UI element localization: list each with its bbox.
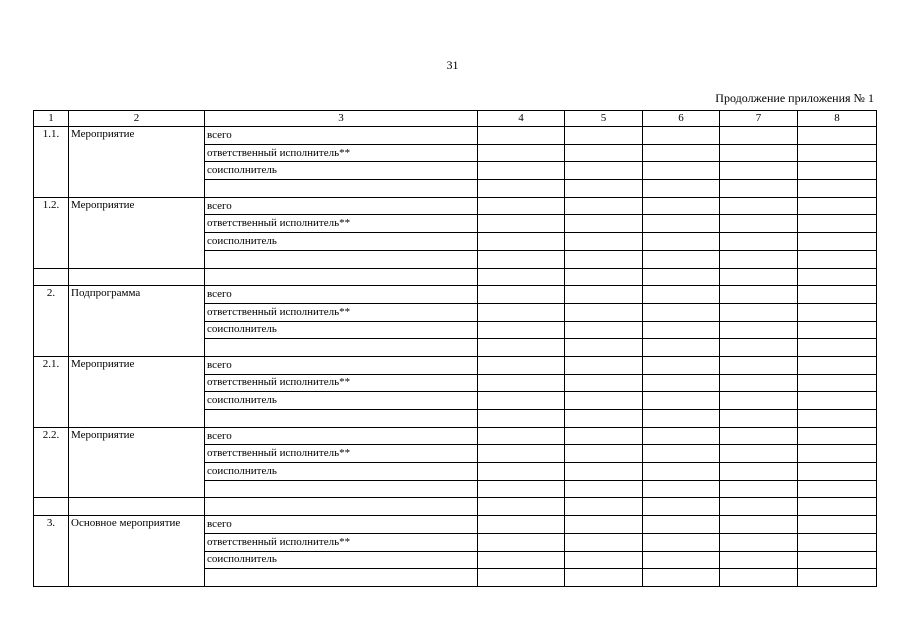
table-row (34, 498, 877, 516)
value-cell-col-4 (478, 427, 565, 445)
value-cell-col-4 (478, 392, 565, 410)
value-cell-col-8 (798, 215, 877, 233)
role-cell: всего (205, 516, 478, 534)
role-cell: соисполнитель (205, 162, 478, 180)
value-cell-col-7 (720, 215, 798, 233)
column-header-8: 8 (798, 111, 877, 127)
value-cell-col-6 (643, 303, 720, 321)
value-cell-col-7 (720, 197, 798, 215)
value-cell-col-4 (478, 286, 565, 304)
value-cell-col-6 (643, 286, 720, 304)
value-cell-col-7 (720, 286, 798, 304)
page-number: 31 (446, 58, 459, 72)
value-cell-col-6 (643, 516, 720, 534)
value-cell-col-7 (720, 127, 798, 145)
header-row (34, 111, 877, 127)
section-name: Мероприятие (69, 427, 205, 498)
value-cell-col-4 (478, 321, 565, 339)
role-cell: всего (205, 197, 478, 215)
role-cell: ответственный исполнитель** (205, 303, 478, 321)
value-cell-col-4 (478, 250, 565, 268)
value-cell-col-4 (478, 463, 565, 481)
role-cell (205, 498, 478, 516)
value-cell-col-6 (643, 233, 720, 251)
value-cell-col-6 (643, 392, 720, 410)
value-cell-col-5 (565, 286, 643, 304)
column-header-3: 3 (205, 111, 478, 127)
value-cell-col-8 (798, 533, 877, 551)
value-cell-col-8 (798, 516, 877, 534)
table-row (34, 516, 877, 534)
value-cell-col-8 (798, 551, 877, 569)
value-cell-col-5 (565, 480, 643, 498)
value-cell-col-6 (643, 498, 720, 516)
section-number: 2. (34, 286, 69, 357)
table-row (34, 427, 877, 445)
value-cell-col-6 (643, 427, 720, 445)
table-row (34, 356, 877, 374)
value-cell-col-5 (565, 356, 643, 374)
role-cell (205, 569, 478, 587)
value-cell-col-4 (478, 498, 565, 516)
section-number: 1.1. (34, 127, 69, 198)
value-cell-col-5 (565, 551, 643, 569)
role-cell: соисполнитель (205, 463, 478, 481)
value-cell-col-6 (643, 410, 720, 428)
value-cell-col-6 (643, 356, 720, 374)
role-cell: ответственный исполнитель** (205, 144, 478, 162)
role-cell (205, 410, 478, 428)
value-cell-col-8 (798, 250, 877, 268)
table-row (34, 127, 877, 145)
value-cell-col-8 (798, 356, 877, 374)
value-cell-col-8 (798, 162, 877, 180)
value-cell-col-7 (720, 144, 798, 162)
value-cell-col-7 (720, 268, 798, 286)
value-cell-col-7 (720, 480, 798, 498)
value-cell-col-8 (798, 410, 877, 428)
value-cell-col-5 (565, 180, 643, 198)
value-cell-col-5 (565, 268, 643, 286)
section-name (69, 498, 205, 516)
value-cell-col-7 (720, 463, 798, 481)
section-name: Мероприятие (69, 197, 205, 268)
column-header-4: 4 (478, 111, 565, 127)
value-cell-col-7 (720, 162, 798, 180)
table-row (34, 197, 877, 215)
value-cell-col-4 (478, 516, 565, 534)
value-cell-col-4 (478, 303, 565, 321)
value-cell-col-5 (565, 392, 643, 410)
role-cell: соисполнитель (205, 233, 478, 251)
value-cell-col-8 (798, 197, 877, 215)
value-cell-col-4 (478, 356, 565, 374)
value-cell-col-7 (720, 250, 798, 268)
value-cell-col-5 (565, 127, 643, 145)
value-cell-col-6 (643, 463, 720, 481)
value-cell-col-5 (565, 215, 643, 233)
role-cell: ответственный исполнитель** (205, 533, 478, 551)
section-name: Мероприятие (69, 127, 205, 198)
role-cell (205, 250, 478, 268)
value-cell-col-4 (478, 445, 565, 463)
value-cell-col-7 (720, 445, 798, 463)
role-cell: ответственный исполнитель** (205, 374, 478, 392)
value-cell-col-4 (478, 268, 565, 286)
column-header-1: 1 (34, 111, 69, 127)
value-cell-col-8 (798, 286, 877, 304)
value-cell-col-5 (565, 516, 643, 534)
value-cell-col-7 (720, 516, 798, 534)
value-cell-col-5 (565, 463, 643, 481)
table-row (34, 268, 877, 286)
value-cell-col-4 (478, 215, 565, 233)
value-cell-col-5 (565, 162, 643, 180)
role-cell: всего (205, 286, 478, 304)
role-cell: ответственный исполнитель** (205, 215, 478, 233)
value-cell-col-8 (798, 127, 877, 145)
section-number: 2.2. (34, 427, 69, 498)
value-cell-col-5 (565, 303, 643, 321)
value-cell-col-6 (643, 144, 720, 162)
role-cell: всего (205, 427, 478, 445)
value-cell-col-4 (478, 374, 565, 392)
section-number (34, 268, 69, 286)
value-cell-col-6 (643, 533, 720, 551)
value-cell-col-4 (478, 569, 565, 587)
value-cell-col-6 (643, 197, 720, 215)
value-cell-col-8 (798, 480, 877, 498)
role-cell (205, 339, 478, 357)
value-cell-col-7 (720, 356, 798, 374)
section-number: 2.1. (34, 356, 69, 427)
value-cell-col-7 (720, 339, 798, 357)
role-cell: соисполнитель (205, 551, 478, 569)
value-cell-col-5 (565, 569, 643, 587)
value-cell-col-5 (565, 144, 643, 162)
table-body (34, 127, 877, 587)
value-cell-col-4 (478, 127, 565, 145)
table-row (34, 286, 877, 304)
value-cell-col-6 (643, 162, 720, 180)
value-cell-col-7 (720, 392, 798, 410)
section-number: 3. (34, 516, 69, 587)
value-cell-col-7 (720, 569, 798, 587)
value-cell-col-4 (478, 162, 565, 180)
value-cell-col-4 (478, 480, 565, 498)
section-name: Мероприятие (69, 356, 205, 427)
value-cell-col-7 (720, 233, 798, 251)
role-cell: соисполнитель (205, 321, 478, 339)
value-cell-col-6 (643, 127, 720, 145)
value-cell-col-8 (798, 339, 877, 357)
continuation-label: Продолжение приложения № 1 (715, 91, 874, 105)
value-cell-col-8 (798, 268, 877, 286)
section-number (34, 498, 69, 516)
value-cell-col-6 (643, 180, 720, 198)
value-cell-col-4 (478, 144, 565, 162)
value-cell-col-5 (565, 197, 643, 215)
value-cell-col-6 (643, 215, 720, 233)
section-name: Подпрограмма (69, 286, 205, 357)
value-cell-col-6 (643, 445, 720, 463)
value-cell-col-5 (565, 374, 643, 392)
role-cell (205, 180, 478, 198)
value-cell-col-4 (478, 180, 565, 198)
value-cell-col-5 (565, 498, 643, 516)
value-cell-col-8 (798, 445, 877, 463)
value-cell-col-4 (478, 533, 565, 551)
value-cell-col-6 (643, 268, 720, 286)
value-cell-col-7 (720, 533, 798, 551)
role-cell (205, 268, 478, 286)
value-cell-col-7 (720, 321, 798, 339)
role-cell: соисполнитель (205, 392, 478, 410)
value-cell-col-8 (798, 303, 877, 321)
value-cell-col-4 (478, 339, 565, 357)
value-cell-col-8 (798, 427, 877, 445)
value-cell-col-6 (643, 374, 720, 392)
value-cell-col-6 (643, 339, 720, 357)
value-cell-col-6 (643, 250, 720, 268)
value-cell-col-5 (565, 233, 643, 251)
value-cell-col-6 (643, 569, 720, 587)
value-cell-col-6 (643, 551, 720, 569)
value-cell-col-8 (798, 569, 877, 587)
value-cell-col-7 (720, 427, 798, 445)
value-cell-col-4 (478, 233, 565, 251)
section-name: Основное мероприятие (69, 516, 205, 587)
value-cell-col-7 (720, 498, 798, 516)
value-cell-col-8 (798, 321, 877, 339)
role-cell: ответственный исполнитель** (205, 445, 478, 463)
value-cell-col-7 (720, 374, 798, 392)
value-cell-col-8 (798, 144, 877, 162)
value-cell-col-5 (565, 339, 643, 357)
section-number: 1.2. (34, 197, 69, 268)
column-header-2: 2 (69, 111, 205, 127)
value-cell-col-4 (478, 197, 565, 215)
role-cell: всего (205, 127, 478, 145)
value-cell-col-8 (798, 392, 877, 410)
value-cell-col-5 (565, 410, 643, 428)
value-cell-col-6 (643, 480, 720, 498)
column-header-5: 5 (565, 111, 643, 127)
value-cell-col-5 (565, 445, 643, 463)
value-cell-col-7 (720, 180, 798, 198)
value-cell-col-7 (720, 303, 798, 321)
value-cell-col-8 (798, 233, 877, 251)
value-cell-col-5 (565, 250, 643, 268)
role-cell (205, 480, 478, 498)
value-cell-col-4 (478, 410, 565, 428)
value-cell-col-6 (643, 321, 720, 339)
value-cell-col-7 (720, 410, 798, 428)
value-cell-col-8 (798, 463, 877, 481)
value-cell-col-4 (478, 551, 565, 569)
value-cell-col-5 (565, 427, 643, 445)
value-cell-col-8 (798, 498, 877, 516)
value-cell-col-8 (798, 374, 877, 392)
value-cell-col-5 (565, 533, 643, 551)
role-cell: всего (205, 356, 478, 374)
column-header-6: 6 (643, 111, 720, 127)
value-cell-col-8 (798, 180, 877, 198)
value-cell-col-5 (565, 321, 643, 339)
value-cell-col-7 (720, 551, 798, 569)
column-header-7: 7 (720, 111, 798, 127)
section-name (69, 268, 205, 286)
program-table (33, 110, 877, 587)
